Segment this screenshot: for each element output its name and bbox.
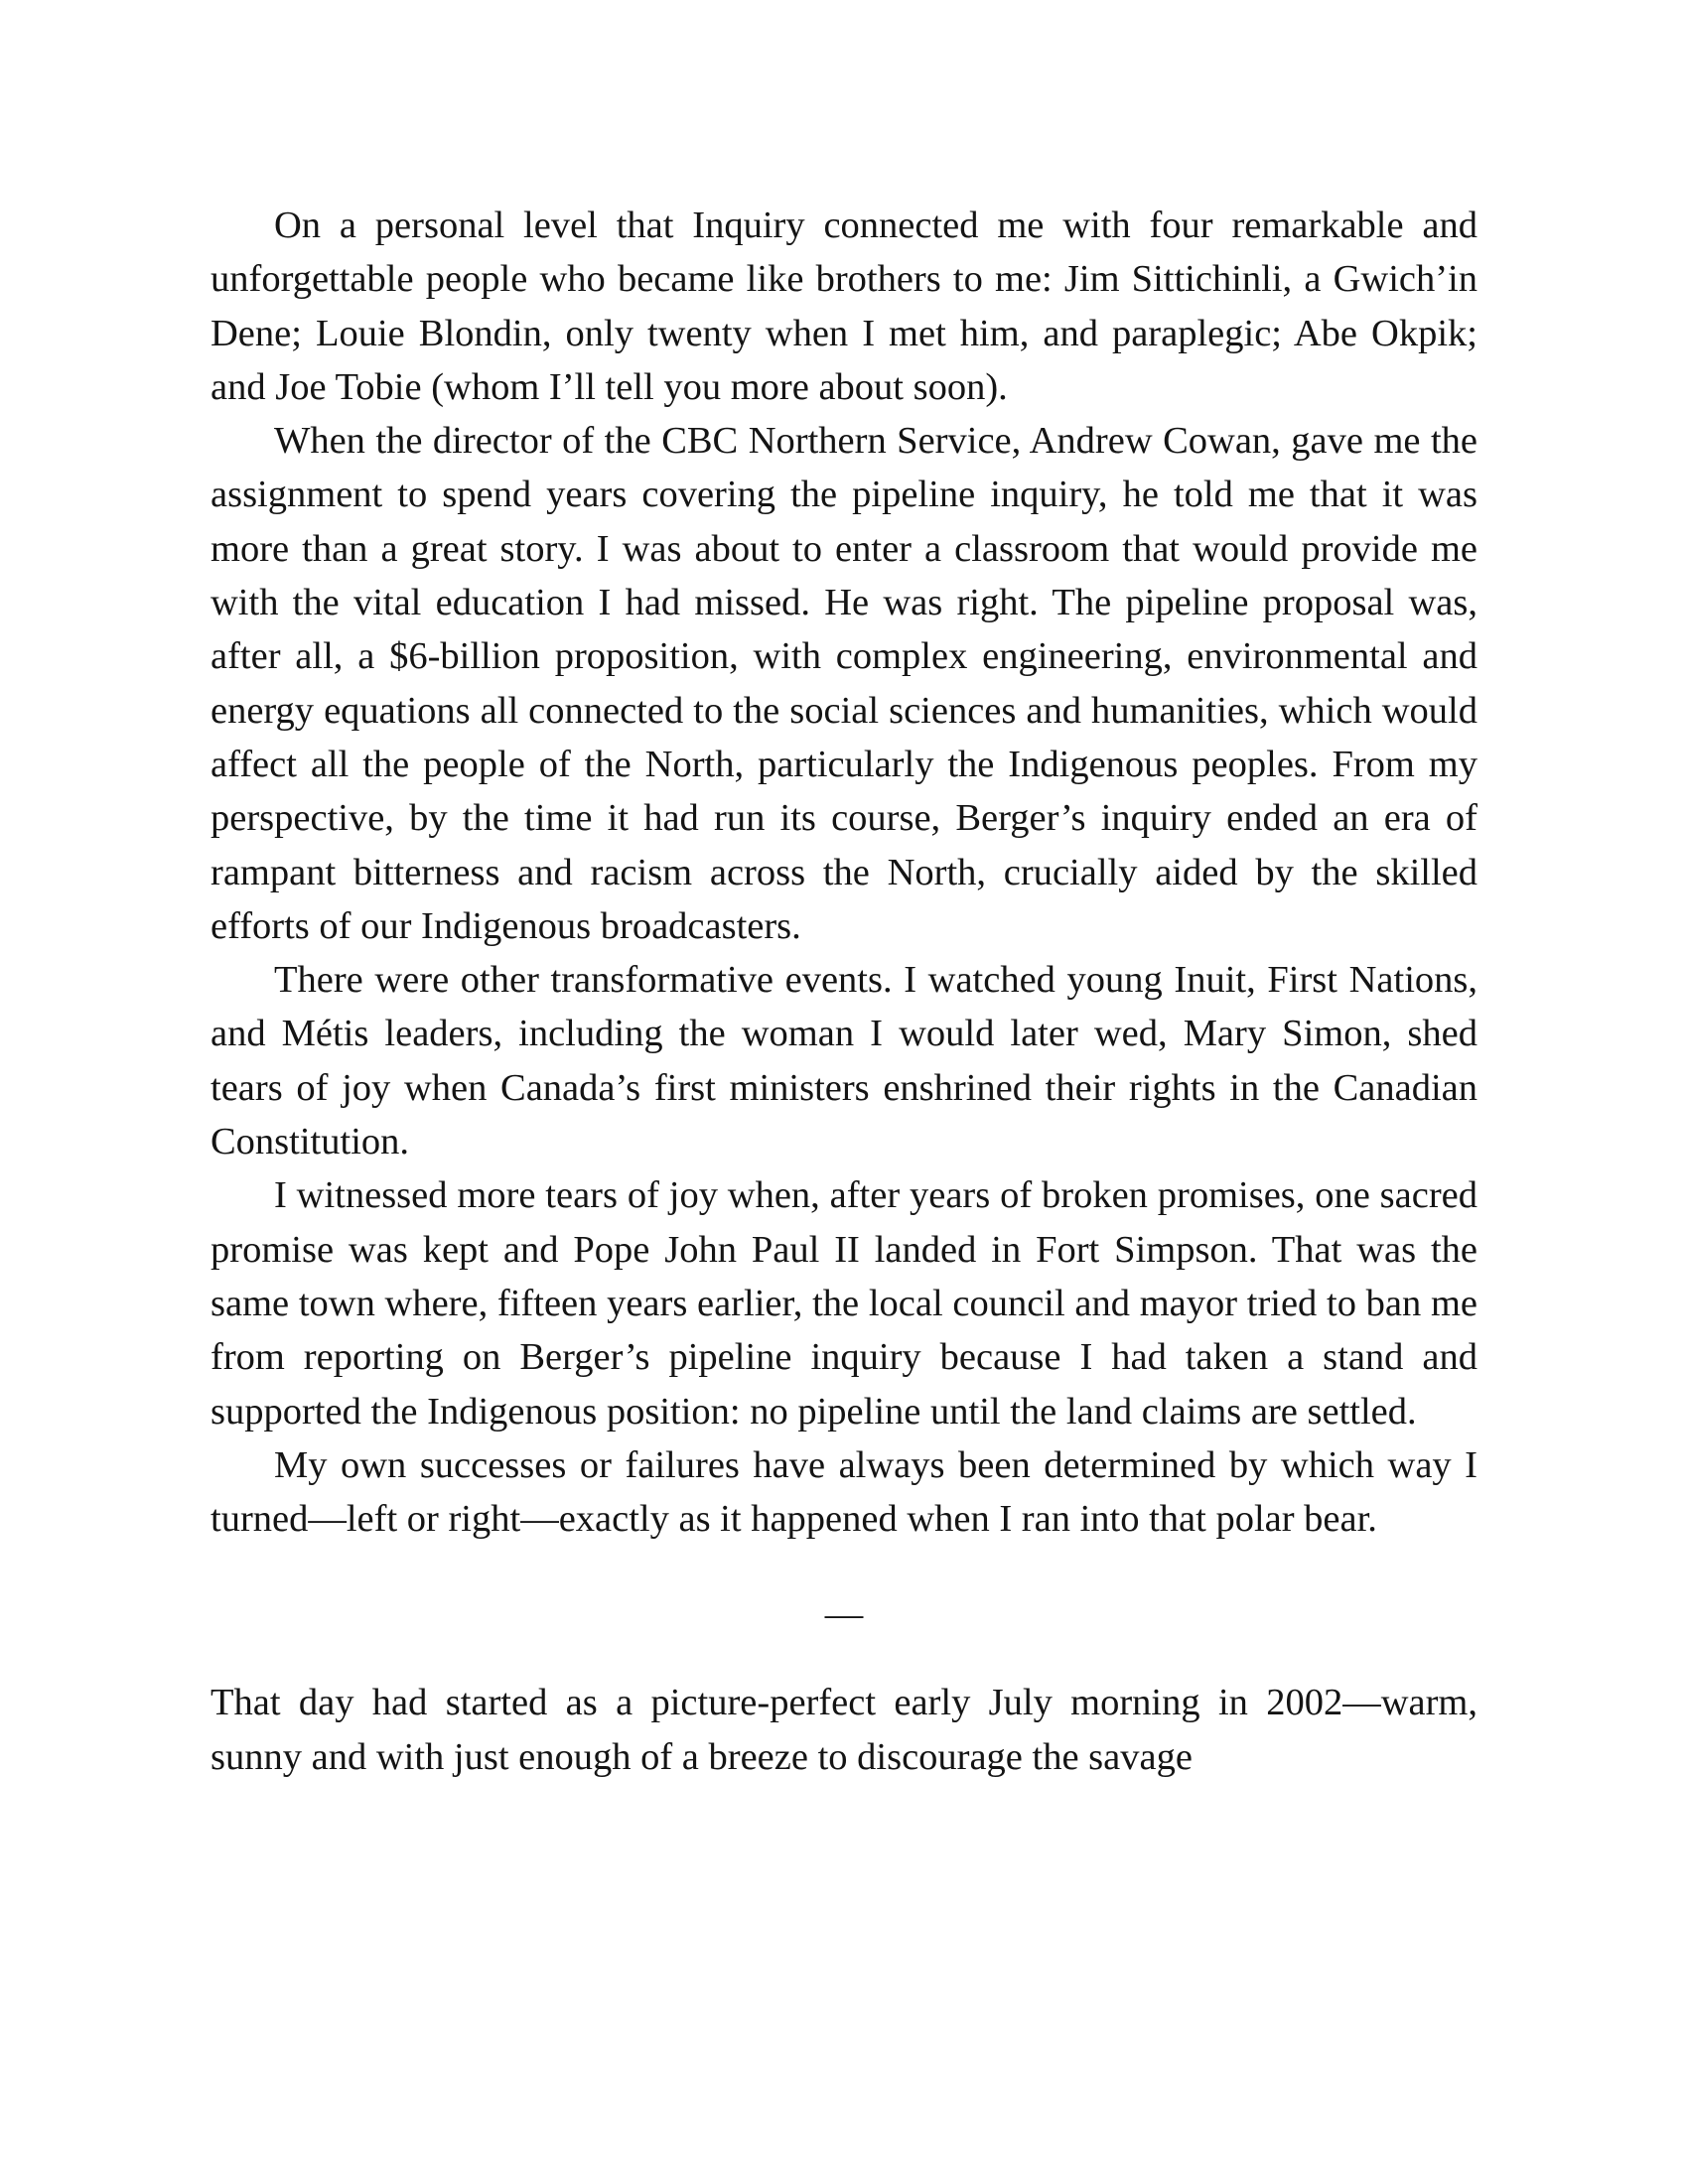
next-section-paragraph: That day had started as a picture-perfect early July morning in 2002—warm, sunny and with just enough of a breeze to discourage the savage — [211, 1682, 1477, 1778]
book-page — [211, 199, 1477, 1784]
paragraph-5: My own successes or failures have always been determined by which way I turned—left or right—exactly as it happened when I ran into that polar bear. — [211, 1443, 1477, 1541]
paragraph-1: On a personal level that Inquiry connected me with four remarkable and unforgettable people who became like brothers to me: Jim Sittichinli, a Gwich’in Dene; Louie Blondin, only twenty when I met him, and paraplegic; Abe Okpik; and Joe Tobie (whom I’ll tell you more about soon). — [211, 205, 1477, 408]
paragraph-4: I witnessed more tears of joy when, after years of broken promises, one sacred promise was kept and Pope John Paul II landed in Fort Simpson. That was the same town where, fifteen years earlier, the local council and mayor tried to ban me from reporting on Berger’s pipeline inquiry because I had taken a stand and supported the Indigenous position: no pipeline until the land claims are settled. — [211, 1174, 1477, 1433]
section-break: — — [824, 1593, 864, 1636]
paragraph-3: There were other transformative events. I watched young Inuit, First Nations, and Métis leaders, including the woman I would later wed, Mary Simon, shed tears of joy when Canada’s first ministers enshrined their rights in the Canadian Constitution. — [211, 959, 1477, 1163]
paragraph-2: When the director of the CBC Northern Service, Andrew Cowan, gave me the assignment to spend years covering the pipeline inquiry, he told me that it was more than a great story. I was about to enter a classroom that would provide me with the vital education I had missed. He was right. The pipeline proposal was, after all, a $6-billion proposition, with complex engineering, environmental and energy equations all connected to the social sciences and humanities, which would affect all the people of the North, particularly the Indigenous peoples. From my perspective, by the time it had run its course, Berger’s inquiry ended an era of rampant bitterness and racism across the North, crucially aided by the skilled efforts of our Indigenous broadcasters. — [211, 420, 1477, 947]
